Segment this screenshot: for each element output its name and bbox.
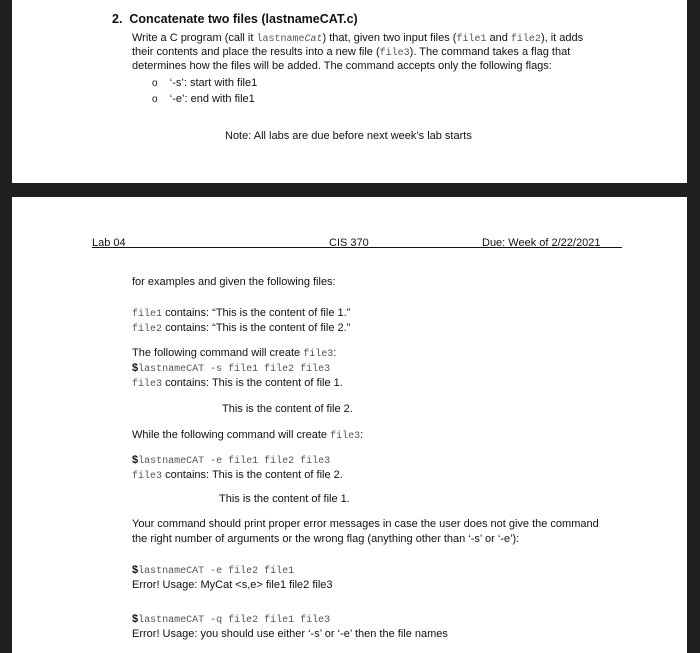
error1-message: Error! Usage: MyCat <s,e> file1 file2 file3 [132, 579, 333, 591]
section-title: Concatenate two files (lastnameCAT.c) [129, 12, 358, 26]
bullet-marker: o [152, 78, 158, 89]
bullet-item: o ‘-s’: start with file1 [152, 77, 258, 89]
document-page-1 [12, 0, 687, 183]
error-intro-line2: the right number of arguments or the wrong flag (anything other than ‘-s’ or ‘-e’): [132, 533, 520, 545]
bullet-item: o ‘-e’: end with file1 [152, 93, 255, 105]
file2-description: file2 contains: “This is the content of file 2.” [132, 322, 351, 335]
error1-command: $lastnameCAT -e file2 file1 [132, 564, 295, 577]
example2-command: $lastnameCAT -e file1 file2 file3 [132, 454, 331, 467]
note-text: Note: All labs are due before next week’s lab starts [225, 130, 472, 142]
header-right: Due: Week of 2/22/2021 [482, 237, 601, 249]
example1-intro: The following command will create file3: [132, 347, 337, 360]
file1-description: file1 contains: “This is the content of file 1.” [132, 307, 351, 320]
paragraph-line-3: determines how the files will be added. The command accepts only the following flags: [132, 60, 552, 72]
example1-command: $lastnameCAT -s file1 file2 file3 [132, 362, 331, 375]
header-center: CIS 370 [329, 237, 369, 249]
error-intro-line1: Your command should print proper error messages in case the user does not give the command [132, 518, 599, 530]
example2-intro: While the following command will create file3: [132, 429, 364, 442]
bullet-marker: o [152, 94, 158, 105]
document-page-2 [12, 197, 687, 653]
intro-text: for examples and given the following files: [132, 276, 336, 288]
example1-result: file3 contains: This is the content of file 1. [132, 377, 343, 390]
example2-result: file3 contains: This is the content of file 2. [132, 469, 343, 482]
header-left: Lab 04 [92, 237, 126, 249]
error2-message: Error! Usage: you should use either ‘-s’ or ‘-e’ then the file names [132, 628, 448, 640]
example2-result-line2: This is the content of file 1. [219, 493, 350, 505]
example1-result-line2: This is the content of file 2. [222, 403, 353, 415]
error2-command: $lastnameCAT -q file2 file1 file3 [132, 613, 331, 626]
paragraph-line-2: their contents and place the results into a new file (file3). The command takes a flag that [132, 46, 571, 59]
header-rule [92, 247, 622, 248]
section-number: 2. [112, 12, 123, 26]
paragraph-line-1: Write a C program (call it lastnameCat) that, given two input files (file1 and file2), it adds [132, 32, 584, 45]
section-heading [112, 12, 358, 26]
